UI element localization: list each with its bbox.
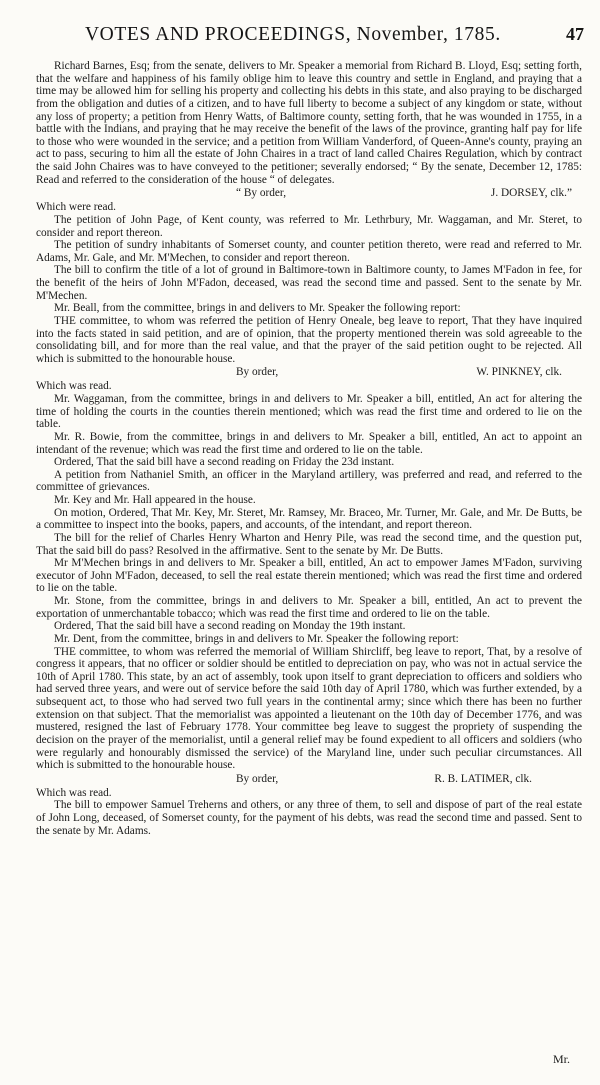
page-header (70, 24, 590, 50)
paragraph: The bill for the relief of Charles Henry Wharton and Henry Pile, was read the second time, and the question put, That the said bill do pass? Resolved in the affirmative. Sent to the senate by Mr. De Butts. (36, 531, 582, 557)
paragraph: Ordered, That the said bill have a second reading on Friday the 23d instant. (54, 456, 395, 469)
paragraph: Which was read. (36, 380, 112, 393)
paragraph: Mr. Dent, from the committee, brings in and delivers to Mr. Speaker the following report: (54, 632, 459, 645)
committee-report: THE committee, to whom was referred the memorial of William Shircliff, beg leave to report, That, by a resolve of congress it appears, that no officer or soldier should be entitled to depreciation on pay, who was not in actual service the 10th of April 1780. This state, by an act of assembly, took upon itself to grant depreciation to officers and soldiers who had served three years, and were out of service before the said 10th day of April 1780, which was further extended, by a subsequent act, to those who had served two full years in the continental army; since which there has been no further extension on that subject. That the memorialist was appointed a lieutenant on the 10th day of December 1776, and was mustered, resigned the last of February 1778. Your committee beg leave to suggest the propriety of suspending the decision on the prayer of the memorialist, until a general relief may be found expedient to all officers and soldiers (who were regularly and honourably dismissed the service) of the Maryland line, under such peculiar circumstances. All which is submitted to the honourable house. (36, 645, 582, 772)
signature-block (36, 366, 582, 380)
paragraph: Mr. Waggaman, from the committee, brings in and delivers to Mr. Speaker a bill, entitled, An act for altering the time of holding the courts in the counties therein mentioned; which was read the first time and ordered to lie on the table. (36, 393, 582, 431)
paragraph: A petition from Nathaniel Smith, an officer in the Maryland artillery, was preferred and read, and referred to the committee of grievances. (36, 468, 582, 494)
catchword: Mr. (552, 1052, 570, 1066)
paragraph: The petition of sundry inhabitants of Somerset county, and counter petition thereto, were read and referred to Mr. Adams, Mr. Gale, and Mr. M'Mechen, to consider and report thereon. (36, 239, 582, 264)
paragraph: Ordered, That the said bill have a second reading on Monday the 19th instant. (54, 620, 406, 633)
by-order-label: By order, (236, 366, 279, 379)
paragraph: The bill to confirm the title of a lot of ground in Baltimore-town in Baltimore county, to James M'Fadon in fee, for the benefit of the heirs of John M'Fadon, deceased, was read the second time and passed. Sent to the senate by Mr. M'Mechen. (36, 264, 582, 302)
paragraph: Mr M'Mechen brings in and delivers to Mr. Speaker a bill, entitled, An act to empower James M'Fadon, surviving executor of John M'Fadon, deceased, to sell the real estate therein mentioned; which was read the first time and ordered to lie on the table. (36, 557, 582, 595)
paragraph: Mr. Key and Mr. Hall appeared in the house. (54, 494, 256, 506)
paragraph: The bill to empower Samuel Treherns and others, or any three of them, to sell and dispose of part of the real estate of John Long, deceased, of Somerset county, for the payment of his debts, was read the second time and passed. Sent to the senate by Mr. Adams. (36, 799, 582, 837)
signature-block (36, 187, 582, 201)
page-number: 47 (566, 24, 584, 44)
paragraph-memorial: Richard Barnes, Esq; from the senate, delivers to Mr. Speaker a memorial from Richard B. Lloyd, Esq; setting forth, that the welfare and happiness of his family oblige him to leave this country and settle in England, and praying that a time may be allowed him for selling his property and collecting his debts in this state, and also praying to be discharged from the obligation and duties of a citizen, and to have full liberty to become a subject of any kingdom or state, without any loss of property; a petition from Henry Watts, of Baltimore county, setting forth, that he was wounded in 1755, in a battle with the Indians, and praying that he may receive the benefit of the laws of the province, granting half pay for life to those who were wounded in the service; and a petition from William Vanderford, of Queen-Anne's county, praying an act to pass, securing to him all the estate of John Chaires in a tract of land called Chaires Regulation, which by contract the said John Chaires was to have conveyed to the petitioner; severally endorsed; “ By the senate, December 12, 1785: Read and referred to the consideration of the house “ of delegates. (36, 60, 582, 186)
paragraph: Mr. Beall, from the committee, brings in and delivers to Mr. Speaker the following report: (54, 302, 461, 315)
paragraph: On motion, Ordered, That Mr. Key, Mr. Steret, Mr. Ramsey, Mr. Braceo, Mr. Turner, Mr. Gale, and Mr. De Butts, be a committee to inspect into the books, papers, and accounts, of the intendant, and report thereon. (36, 506, 582, 532)
by-order-label: By order, (236, 772, 279, 785)
paragraph: Mr. Stone, from the committee, brings in and delivers to Mr. Speaker a bill, entitled, An act to prevent the exportation of unmerchantable tobacco; which was read the first time and ordered to lie on the table. (36, 595, 582, 620)
document-body (36, 60, 582, 837)
committee-report: THE committee, to whom was referred the petition of Henry Oneale, beg leave to report, That they have inquired into the facts stated in said petition, and are of opinion, that the property mentioned therein was sold agreeable to the consolidating bill, and for more than the real value, and that the prayer of the said petition ought to be rejected. All which is submitted to the honourable house. (36, 314, 582, 365)
paragraph: Mr. R. Bowie, from the committee, brings in and delivers to Mr. Speaker a bill, entitled, An act to appoint an intendant of the revenue; which was read the first time and ordered to lie on the table. (36, 430, 582, 456)
clerk-signature: R. B. LATIMER, clk. (434, 772, 532, 785)
by-order-label: “ By order, (236, 187, 287, 200)
signature-block (36, 773, 582, 787)
paragraph: Which was read. (36, 786, 112, 799)
running-title: VOTES AND PROCEEDINGS, November, 1785. (85, 24, 501, 45)
paragraph: The petition of John Page, of Kent county, was referred to Mr. Lethrbury, Mr. Waggaman, and Mr. Steret, to consider and report thereon. (36, 213, 582, 239)
clerk-signature: J. DORSEY, clk.” (490, 187, 572, 200)
paragraph: Which were read. (36, 201, 116, 214)
clerk-signature: W. PINKNEY, clk. (476, 366, 562, 379)
